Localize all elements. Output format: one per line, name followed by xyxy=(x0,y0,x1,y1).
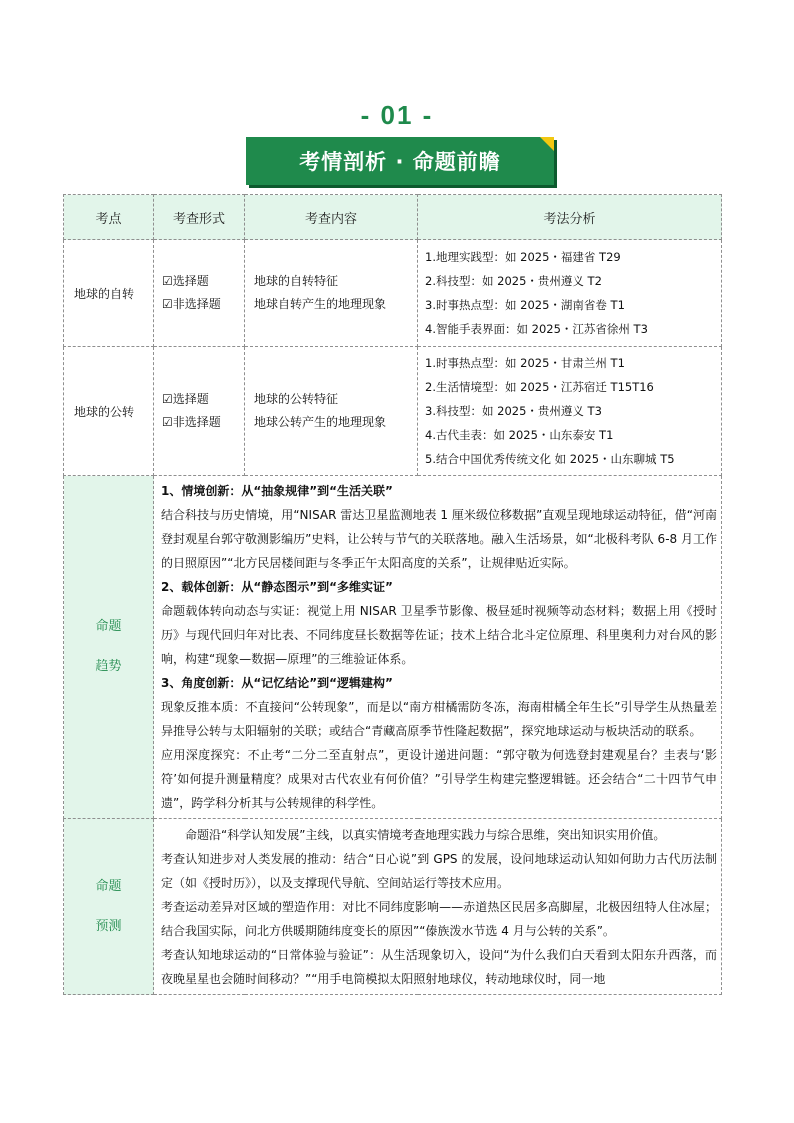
trend-paragraph: 结合科技与历史情境，用“NISAR 雷达卫星监测地表 1 厘米级位移数据”直观呈现地球运动特征，借“河南登封观星台郭守敬测影编历”史料，让公转与节气的关联落地。融入生活场景，如“北极科考队 6-8 月工作的日照原因”“北方民居楼间距与冬季正午太阳高度的关系”，让规律贴近实际。 xyxy=(161,508,717,570)
prediction-body xyxy=(154,819,722,995)
trend-body xyxy=(154,476,722,819)
analysis-item: 1.时事热点型：如 2025・甘肃兰州 T1 xyxy=(425,356,625,370)
content-item: 地球的自转特征 xyxy=(254,274,339,288)
form-choice: ☑选择题 xyxy=(162,274,209,288)
exam-form xyxy=(154,347,245,476)
content-item: 地球公转产生的地理现象 xyxy=(254,415,387,429)
analysis-item: 5.结合中国优秀传统文化 如 2025・山东聊城 T5 xyxy=(425,452,675,466)
trend-row xyxy=(64,476,722,819)
trend-paragraph: 应用深度探究：不止考“二分二至直射点”，更设计递进问题：“郭守敬为何选登封建观星台？圭表与‘影符’如何提升测量精度？成果对古代农业有何价值？”引导学生构建完整逻辑链。还会结合“二十四节气申遗”，跨学科分析其与公转规律的科学性。 xyxy=(161,748,717,810)
analysis-item: 2.科技型：如 2025・贵州遵义 T2 xyxy=(425,274,602,288)
trend-label-line: 命题 xyxy=(95,619,122,634)
trend-subtitle: 3、角度创新：从“记忆结论”到“逻辑建构” xyxy=(161,676,393,690)
content-item: 地球自转产生的地理现象 xyxy=(254,297,387,311)
trend-paragraph: 命题载体转向动态与实证：视觉上用 NISAR 卫星季节影像、极昼延时视频等动态材料；数据上用《授时历》与现代回归年对比表、不同纬度昼长数据等佐证；技术上结合北斗定位原理、科里奥利力对台风的影响，构建“现象—数据—原理”的三维验证体系。 xyxy=(161,604,717,666)
table-header-row xyxy=(64,195,722,240)
analysis-item: 1.地理实践型：如 2025・福建省 T29 xyxy=(425,250,621,264)
prediction-label-line: 命题 xyxy=(95,878,122,894)
trend-subtitle: 1、情境创新：从“抽象规律”到“生活关联” xyxy=(161,484,393,498)
exam-form xyxy=(154,240,245,347)
header-point: 考点 xyxy=(64,195,154,240)
exam-analysis-table xyxy=(63,194,722,995)
exam-content xyxy=(245,347,418,476)
form-nonchoice: ☑非选择题 xyxy=(162,297,221,311)
prediction-paragraph: 考查认知地球运动的“日常体验与验证”：从生活现象切入，设问“为什么我们白天看到太阳东升西落，而夜晚星星也会随时间移动？”“用手电筒模拟太阳照射地球仪，转动地球仪时，同一地 xyxy=(161,948,717,986)
prediction-paragraph: 命题沿“科学认知发展”主线，以真实情境考查地理实践力与综合思维，突出知识实用价值。 xyxy=(185,828,666,842)
table-row xyxy=(64,347,722,476)
analysis-item: 2.生活情境型：如 2025・江苏宿迁 T15T16 xyxy=(425,380,654,394)
content-item: 地球的公转特征 xyxy=(254,392,339,406)
header-content: 考查内容 xyxy=(245,195,418,240)
section-title: 考情剖析 · 命题前瞻 xyxy=(299,150,501,174)
knowledge-point: 地球的自转 xyxy=(64,240,154,347)
exam-analysis xyxy=(418,347,722,476)
prediction-paragraph: 考查运动差异对区域的塑造作用：对比不同纬度影响——赤道热区民居多高脚屋，北极因纽特人住冰屋；结合我国实际，问北方供暖期随纬度变长的原因”“傣族泼水节选 4 月与公转的关系”。 xyxy=(161,900,717,938)
exam-analysis xyxy=(418,240,722,347)
section-title-banner xyxy=(246,137,554,185)
form-choice: ☑选择题 xyxy=(162,392,209,406)
table-row xyxy=(64,240,722,347)
trend-label-line: 趋势 xyxy=(95,659,122,674)
analysis-item: 4.智能手表界面：如 2025・江苏省徐州 T3 xyxy=(425,322,648,336)
banner-corner-decoration xyxy=(540,137,554,151)
prediction-text-clip xyxy=(161,823,717,993)
prediction-row xyxy=(64,819,722,995)
exam-content xyxy=(245,240,418,347)
knowledge-point: 地球的公转 xyxy=(64,347,154,476)
prediction-label-line: 预测 xyxy=(95,918,122,934)
header-analysis: 考法分析 xyxy=(418,195,722,240)
prediction-paragraph: 考查认知进步对人类发展的推动：结合“日心说”到 GPS 的发展，设问地球运动认知如何助力古代历法制定（如《授时历》），以及支撑现代导航、空间站运行等技术应用。 xyxy=(161,852,717,890)
trend-label xyxy=(64,476,154,819)
analysis-item: 4.古代圭表：如 2025・山东泰安 T1 xyxy=(425,428,614,442)
header-form: 考查形式 xyxy=(154,195,245,240)
section-number: - 01 - xyxy=(360,100,434,130)
form-nonchoice: ☑非选择题 xyxy=(162,415,221,429)
trend-subtitle: 2、载体创新：从“静态图示”到“多维实证” xyxy=(161,580,393,594)
analysis-item: 3.科技型：如 2025・贵州遵义 T3 xyxy=(425,404,602,418)
analysis-item: 3.时事热点型：如 2025・湖南省卷 T1 xyxy=(425,298,625,312)
trend-paragraph: 现象反推本质：不直接问“公转现象”，而是以“南方柑橘需防冬冻，海南柑橘全年生长”引导学生从热量差异推导公转与太阳辐射的关联；或结合“青藏高原季节性隆起数据”，探究地球运动与板块活动的联系。 xyxy=(161,700,717,738)
prediction-label xyxy=(64,819,154,995)
